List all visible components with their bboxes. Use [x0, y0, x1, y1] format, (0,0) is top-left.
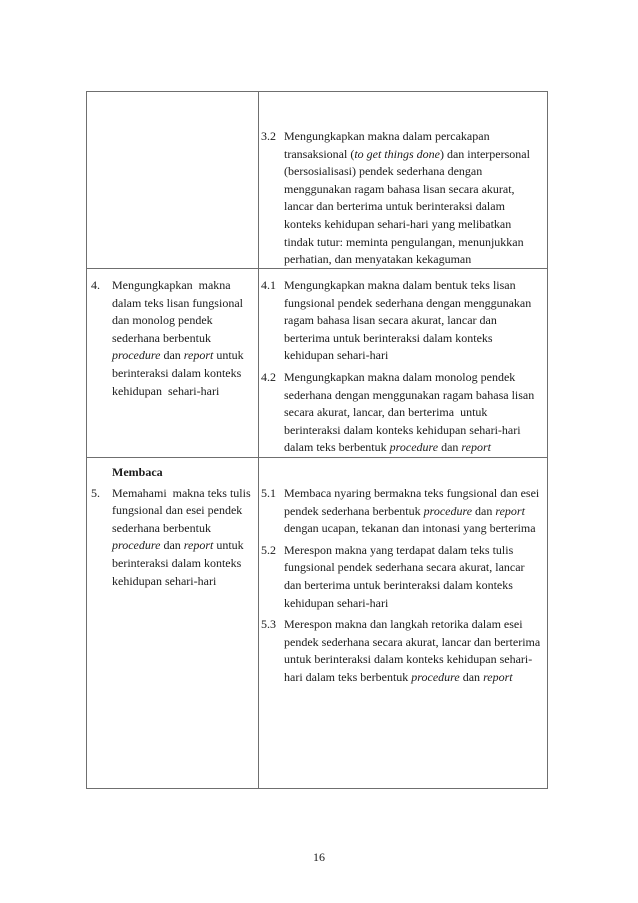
indicator-number: 3.2: [261, 129, 276, 143]
kd-item: [91, 277, 255, 400]
kd-text: [112, 277, 255, 400]
text-run: dan: [160, 538, 184, 553]
text-run: untuk berinteraksi dalam konteks kehidupan sehari-hari: [112, 538, 247, 588]
indicator-item: [261, 277, 541, 365]
indicator-number: 5.1: [261, 486, 276, 500]
text-run: Mengungkapkan makna dalam bentuk teks lisan fungsional pendek sederhana dengan menggunakan ragam bahasa lisan secara akurat, lancar dan berterima untuk berinteraksi dalam konteks kehidupan sehari-hari: [284, 278, 535, 363]
text-run: untuk berinteraksi dalam konteks kehidupan sehari-hari: [112, 348, 247, 398]
italic-term: report: [183, 538, 214, 553]
row2-indicator-cell: [261, 277, 541, 457]
indicator-number: 4.1: [261, 278, 276, 292]
indicator-text: [284, 485, 541, 538]
indicator-item: [261, 485, 541, 538]
kd-number: 4.: [91, 278, 100, 292]
text-run: Membaca nyaring bermakna teks fungsional dan esei pendek sederhana berbentuk: [284, 486, 543, 518]
kd-number: 5.: [91, 485, 100, 500]
italic-term: report: [461, 440, 491, 455]
table-border-bottom: [86, 788, 548, 789]
italic-term: procedure: [423, 503, 473, 518]
italic-term: to get things done: [354, 146, 440, 161]
italic-term: report: [495, 503, 525, 518]
text-run: dan: [472, 503, 496, 518]
row1-kd-cell: [87, 92, 258, 268]
text-run: Mengungkapkan makna dalam monolog pendek sederhana dengan menggunakan ragam bahasa lisan secara akurat, lancar, dan berterima untuk berinteraksi dalam konteks kehidupan sehari-hari dalam teks berbentuk: [284, 369, 538, 455]
text-run: Mengungkapkan makna dalam percakapan transaksional (: [284, 129, 493, 161]
indicator-item: [261, 128, 541, 269]
italic-term: procedure: [389, 440, 439, 455]
text-run: ) dan interpersonal (bersosialisasi) pendek sederhana dengan menggunakan ragam bahasa lisan secara akurat, lancar dan berterima untuk berinteraksi dalam konteks kehidupan sehari-hari yang melibatkan tindak tutur: meminta pengulangan, menunjukkan perhatian, dan menyatakan kekaguman: [284, 146, 533, 267]
indicator-text: [284, 369, 541, 457]
row1-indicator-cell: [261, 128, 541, 269]
indicator-text: [284, 542, 541, 612]
text-run: dan: [459, 669, 484, 684]
indicator-item: [261, 542, 541, 612]
italic-term: procedure: [112, 538, 161, 553]
row2-kd-cell: [91, 277, 255, 400]
page-number: 16: [313, 850, 325, 864]
row3-kd-cell: [91, 464, 255, 590]
text-run: Merespon makna dan langkah retorika dalam esei pendek sederhana secara akurat, lancar dan berterima untuk berinteraksi dalam konteks kehidupan sehari-hari dalam teks berbentuk: [284, 617, 544, 684]
text-run: Merespon makna yang terdapat dalam teks tulis fungsional pendek sederhana secara akurat, lancar dan berterima untuk berinteraksi dalam konteks kehidupan sehari-hari: [284, 542, 528, 610]
table-border-right: [547, 91, 548, 789]
text-run: dan: [160, 348, 184, 363]
indicator-text: [284, 616, 544, 686]
row-divider-2: [86, 457, 548, 458]
competency-table: [86, 91, 548, 789]
indicator-text: [284, 277, 541, 365]
column-divider: [258, 91, 259, 789]
text-run: dengan ucapan, tekanan dan intonasi yang berterima: [284, 503, 536, 536]
italic-term: report: [183, 348, 214, 363]
indicator-text: [284, 128, 541, 269]
kd-item: [91, 485, 255, 591]
text-run: Mengungkapkan makna dalam teks lisan fungsional dan monolog pendek sederhana berbentuk: [112, 278, 246, 345]
indicator-item: [261, 616, 544, 686]
indicator-number: 4.2: [261, 369, 276, 384]
indicator-number: 5.2: [261, 542, 276, 557]
text-run: Memahami makna teks tulis fungsional dan esei pendek sederhana berbentuk: [112, 485, 254, 535]
row3-indicator-cell: [261, 485, 544, 687]
indicator-number: 5.3: [261, 617, 276, 632]
italic-term: report: [483, 669, 513, 684]
indicator-item: [261, 369, 541, 457]
section-heading: Membaca: [112, 465, 163, 479]
italic-term: procedure: [411, 669, 460, 684]
text-run: dan: [438, 440, 462, 455]
kd-text: [112, 485, 255, 591]
italic-term: procedure: [112, 348, 161, 363]
